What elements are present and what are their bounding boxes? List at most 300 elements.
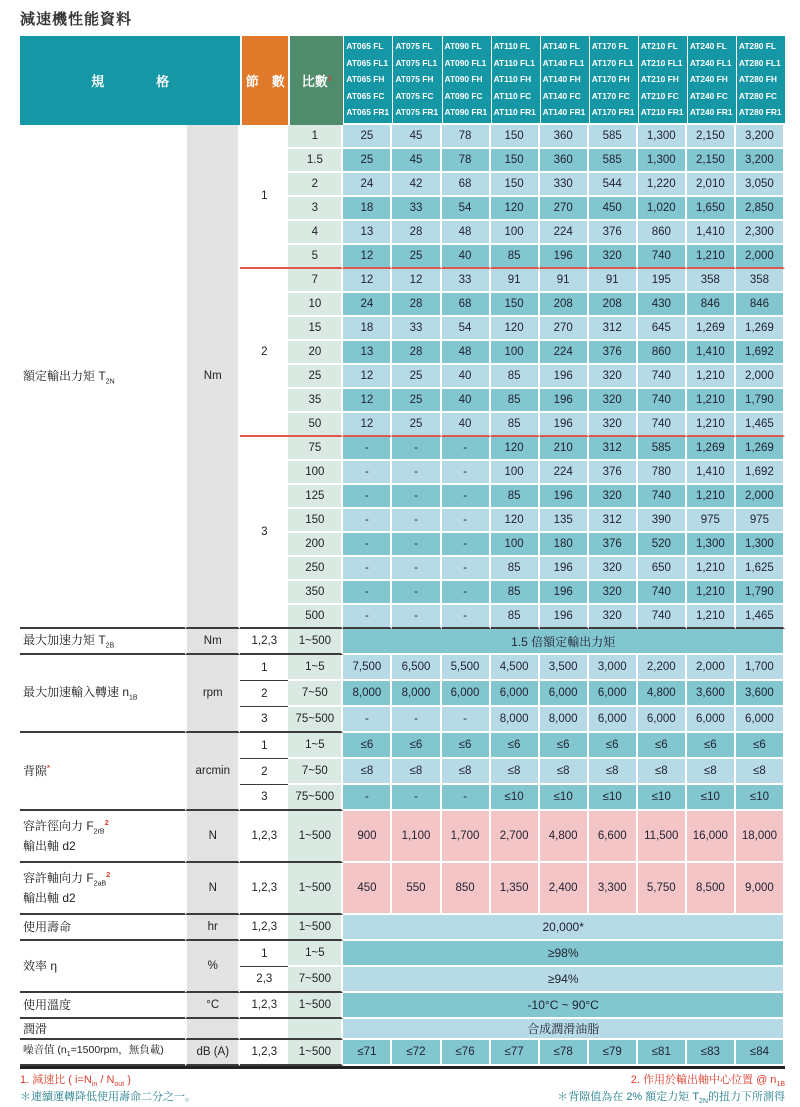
model-name: AT240 FH bbox=[689, 74, 728, 85]
performance-table bbox=[20, 36, 785, 1069]
model-name: AT170 FR1 bbox=[591, 107, 635, 118]
torque-value-cell: 360 bbox=[540, 149, 589, 173]
value-cell: ≤84 bbox=[736, 1040, 785, 1066]
ratio-cell: 7~50 bbox=[288, 759, 343, 785]
ratio-cell: 1~500 bbox=[288, 629, 343, 655]
spec-row bbox=[20, 941, 785, 967]
stage-cell: 3 bbox=[240, 707, 288, 733]
value-cell: 8,000 bbox=[343, 681, 392, 707]
value-cell: ≤6 bbox=[442, 733, 491, 759]
torque-value-cell: 740 bbox=[638, 389, 687, 413]
value-cell: 6,000 bbox=[589, 707, 638, 733]
value-cell: ≤77 bbox=[491, 1040, 540, 1066]
model-name: AT110 FR1 bbox=[493, 107, 536, 118]
torque-value-cell: - bbox=[442, 533, 491, 557]
ratio-cell: 10 bbox=[288, 293, 343, 317]
torque-value-cell: 78 bbox=[442, 149, 491, 173]
spec-label bbox=[20, 811, 185, 863]
value-cell: 6,500 bbox=[392, 655, 441, 681]
torque-value-cell: - bbox=[392, 437, 441, 461]
ratio-cell: 7~500 bbox=[288, 967, 343, 993]
value-cell: 16,000 bbox=[687, 811, 736, 863]
torque-value-cell: 1,650 bbox=[687, 197, 736, 221]
value-cell: ≤79 bbox=[589, 1040, 638, 1066]
torque-value-cell: - bbox=[392, 485, 441, 509]
model-column-header bbox=[343, 36, 392, 125]
torque-value-cell: 28 bbox=[392, 341, 441, 365]
model-column-header bbox=[392, 36, 441, 125]
torque-value-cell: 860 bbox=[638, 341, 687, 365]
value-cell: ≤8 bbox=[736, 759, 785, 785]
torque-value-cell: 120 bbox=[491, 317, 540, 341]
stage-cell: 2,3 bbox=[240, 967, 288, 993]
torque-value-cell: 100 bbox=[491, 533, 540, 557]
torque-value-cell: 78 bbox=[442, 125, 491, 149]
torque-value-cell: - bbox=[392, 557, 441, 581]
value-cell: 3,000 bbox=[589, 655, 638, 681]
stage-cell: 1 bbox=[240, 941, 288, 967]
spec-label bbox=[20, 863, 185, 915]
ratio-cell bbox=[288, 1019, 343, 1040]
spec-row bbox=[20, 915, 785, 941]
spec-label-line bbox=[23, 683, 185, 704]
torque-value-cell: 91 bbox=[540, 269, 589, 293]
ratio-cell: 15 bbox=[288, 317, 343, 341]
value-cell: 3,500 bbox=[540, 655, 589, 681]
model-column-header bbox=[736, 36, 785, 125]
torque-value-cell: 224 bbox=[540, 221, 589, 245]
value-cell: 6,000 bbox=[589, 681, 638, 707]
value-cell: ≤8 bbox=[442, 759, 491, 785]
torque-value-cell: 2,150 bbox=[687, 125, 736, 149]
model-name: AT240 FL bbox=[689, 41, 727, 52]
unit-cell: % bbox=[185, 941, 240, 993]
torque-value-cell: 18 bbox=[343, 317, 392, 341]
value-cell: ≤71 bbox=[343, 1040, 392, 1066]
model-name: AT110 FH bbox=[493, 74, 532, 85]
value-cell: 1,700 bbox=[736, 655, 785, 681]
value-cell: ≤6 bbox=[392, 733, 441, 759]
value-cell: ≤8 bbox=[638, 759, 687, 785]
value-cell: ≤6 bbox=[687, 733, 736, 759]
stage-cell: 1,2,3 bbox=[240, 993, 288, 1019]
spec-label-line bbox=[23, 869, 185, 890]
value-cell: 8,000 bbox=[540, 707, 589, 733]
model-name: AT280 FH bbox=[738, 74, 777, 85]
torque-value-cell: 40 bbox=[442, 413, 491, 437]
torque-value-cell: 1,220 bbox=[638, 173, 687, 197]
text: 最大加速輸入轉速 n bbox=[23, 684, 130, 699]
value-cell: 6,000 bbox=[442, 681, 491, 707]
value-cell: 3,600 bbox=[736, 681, 785, 707]
subscript: 2N bbox=[699, 1098, 708, 1106]
torque-value-cell: 320 bbox=[589, 581, 638, 605]
value-cell: - bbox=[392, 707, 441, 733]
torque-value-cell: 196 bbox=[540, 413, 589, 437]
torque-value-cell: 450 bbox=[589, 197, 638, 221]
merged-value-cell: 合成潤滑油脂 bbox=[343, 1019, 785, 1040]
torque-value-cell: 12 bbox=[343, 269, 392, 293]
torque-value-cell: 150 bbox=[491, 293, 540, 317]
unit-cell: rpm bbox=[185, 655, 240, 733]
ratio-cell: 1 bbox=[288, 125, 343, 149]
torque-value-cell: 13 bbox=[343, 341, 392, 365]
model-name: AT240 FC bbox=[689, 90, 728, 101]
torque-value-cell: - bbox=[442, 461, 491, 485]
value-cell: - bbox=[442, 785, 491, 811]
torque-value-cell: - bbox=[392, 509, 441, 533]
torque-value-cell: 1,465 bbox=[736, 413, 785, 437]
value-cell: 3,600 bbox=[687, 681, 736, 707]
torque-value-cell: 1,210 bbox=[687, 605, 736, 629]
model-name: AT110 FC bbox=[493, 90, 532, 101]
torque-value-cell: 1,300 bbox=[736, 533, 785, 557]
ratio-cell: 4 bbox=[288, 221, 343, 245]
text: 容許徑向力 F bbox=[23, 818, 94, 833]
ratio-column-header bbox=[288, 36, 343, 125]
value-cell: ≤8 bbox=[392, 759, 441, 785]
text: 的扭力下所測得 bbox=[708, 1090, 785, 1103]
torque-value-cell: 12 bbox=[343, 245, 392, 269]
torque-value-cell: 780 bbox=[638, 461, 687, 485]
value-cell: 6,000 bbox=[736, 707, 785, 733]
torque-value-cell: 208 bbox=[589, 293, 638, 317]
torque-value-cell: 28 bbox=[392, 221, 441, 245]
model-column-header bbox=[442, 36, 491, 125]
model-column-header bbox=[491, 36, 540, 125]
spec-label bbox=[20, 655, 185, 733]
torque-value-cell: 196 bbox=[540, 557, 589, 581]
torque-value-cell: 1,410 bbox=[687, 221, 736, 245]
value-cell: ≤10 bbox=[540, 785, 589, 811]
torque-value-cell: - bbox=[442, 509, 491, 533]
torque-value-cell: 45 bbox=[392, 125, 441, 149]
model-name: AT170 FL1 bbox=[591, 57, 634, 68]
merged-value-cell: 20,000* bbox=[343, 915, 785, 941]
value-cell: 6,000 bbox=[687, 707, 736, 733]
torque-value-cell: 1,020 bbox=[638, 197, 687, 221]
value-cell: ≤6 bbox=[736, 733, 785, 759]
text: 2. 作用於輸出軸中心位置 @ n bbox=[630, 1074, 777, 1086]
torque-value-cell: 3,200 bbox=[736, 149, 785, 173]
merged-value-cell: ≥98% bbox=[343, 941, 785, 967]
subscript: 1B bbox=[129, 693, 138, 701]
ratio-cell: 1~500 bbox=[288, 811, 343, 863]
unit-cell: hr bbox=[185, 915, 240, 941]
footnote-output-shaft-center bbox=[631, 1073, 785, 1090]
torque-value-cell: 846 bbox=[736, 293, 785, 317]
spec-label bbox=[20, 993, 185, 1019]
torque-value-cell: 270 bbox=[540, 197, 589, 221]
footnote-backlash-measurement bbox=[557, 1090, 785, 1107]
spec-row bbox=[20, 1040, 785, 1066]
torque-value-cell: 740 bbox=[638, 365, 687, 389]
torque-value-cell: 120 bbox=[491, 509, 540, 533]
torque-value-cell: 320 bbox=[589, 485, 638, 509]
value-cell: - bbox=[343, 785, 392, 811]
torque-value-cell: - bbox=[343, 557, 392, 581]
ratio-cell: 7~50 bbox=[288, 681, 343, 707]
model-name: AT210 FL bbox=[640, 41, 678, 52]
torque-value-cell: 1,210 bbox=[687, 389, 736, 413]
torque-value-cell: 3,200 bbox=[736, 125, 785, 149]
spec-row bbox=[20, 811, 785, 863]
subscript: 1 bbox=[66, 1051, 71, 1059]
value-cell: 550 bbox=[392, 863, 441, 915]
torque-value-cell: 196 bbox=[540, 245, 589, 269]
torque-value-cell: 2,850 bbox=[736, 197, 785, 221]
spec-row bbox=[20, 1019, 785, 1040]
torque-value-cell: 430 bbox=[638, 293, 687, 317]
torque-value-cell: 520 bbox=[638, 533, 687, 557]
torque-value-cell: 12 bbox=[343, 389, 392, 413]
torque-value-cell: 320 bbox=[589, 557, 638, 581]
spec-row bbox=[20, 993, 785, 1019]
spec-column-header bbox=[20, 36, 240, 125]
torque-value-cell: - bbox=[343, 533, 392, 557]
value-cell: 18,000 bbox=[736, 811, 785, 863]
value-cell: ≤10 bbox=[736, 785, 785, 811]
torque-value-cell: 270 bbox=[540, 317, 589, 341]
torque-value-cell: - bbox=[442, 485, 491, 509]
ratio-cell: 500 bbox=[288, 605, 343, 629]
value-cell: 8,500 bbox=[687, 863, 736, 915]
torque-value-cell: 585 bbox=[589, 125, 638, 149]
spec-label bbox=[20, 733, 185, 811]
torque-value-cell: 24 bbox=[343, 293, 392, 317]
value-cell: ≤81 bbox=[638, 1040, 687, 1066]
ratio-cell: 5 bbox=[288, 245, 343, 269]
text: ＊背隙值為在 2% 額定力矩 T bbox=[557, 1090, 700, 1103]
torque-value-cell: 358 bbox=[736, 269, 785, 293]
model-name: AT210 FC bbox=[640, 90, 679, 101]
value-cell: ≤78 bbox=[540, 1040, 589, 1066]
spec-label-line bbox=[23, 1043, 185, 1061]
value-cell: 1,350 bbox=[491, 863, 540, 915]
model-name: AT140 FR1 bbox=[542, 107, 586, 118]
ratio-cell: 1~500 bbox=[288, 915, 343, 941]
spec-row bbox=[20, 733, 785, 759]
spec-label bbox=[20, 629, 185, 655]
spec-label bbox=[20, 915, 185, 941]
ratio-cell: 250 bbox=[288, 557, 343, 581]
torque-value-cell: 1,790 bbox=[736, 581, 785, 605]
torque-value-cell: 54 bbox=[442, 197, 491, 221]
ratio-cell: 50 bbox=[288, 413, 343, 437]
model-name: AT140 FC bbox=[542, 90, 581, 101]
torque-value-cell: 320 bbox=[589, 605, 638, 629]
merged-value-cell: ≥94% bbox=[343, 967, 785, 993]
value-cell: 2,000 bbox=[687, 655, 736, 681]
ratio-cell: 150 bbox=[288, 509, 343, 533]
torque-value-cell: 1,692 bbox=[736, 461, 785, 485]
model-name: AT075 FL bbox=[395, 41, 433, 52]
stage-cell: 3 bbox=[240, 437, 288, 629]
torque-value-cell: 18 bbox=[343, 197, 392, 221]
ratio-cell: 25 bbox=[288, 365, 343, 389]
value-cell: 6,000 bbox=[491, 681, 540, 707]
ratio-cell: 3 bbox=[288, 197, 343, 221]
ratio-cell: 1~500 bbox=[288, 863, 343, 915]
spec-header-label: 規 格 bbox=[91, 74, 170, 89]
value-cell: ≤10 bbox=[491, 785, 540, 811]
model-name: AT065 FC bbox=[346, 90, 385, 101]
text: 1. 減速比 ( i=N bbox=[20, 1074, 92, 1086]
merged-value-cell: -10°C ~ 90°C bbox=[343, 993, 785, 1019]
ratio-cell: 1~5 bbox=[288, 733, 343, 759]
torque-value-cell: 85 bbox=[491, 557, 540, 581]
torque-value-cell: 208 bbox=[540, 293, 589, 317]
footnote-continuous-operation bbox=[20, 1090, 196, 1107]
value-cell: ≤83 bbox=[687, 1040, 736, 1066]
torque-value-cell: 13 bbox=[343, 221, 392, 245]
value-cell: 11,500 bbox=[638, 811, 687, 863]
torque-value-cell: 196 bbox=[540, 581, 589, 605]
spec-row bbox=[20, 655, 785, 681]
stage-cell: 2 bbox=[240, 681, 288, 707]
ratio-cell: 35 bbox=[288, 389, 343, 413]
torque-value-cell: 196 bbox=[540, 365, 589, 389]
stage-cell: 1,2,3 bbox=[240, 629, 288, 655]
value-cell: 2,200 bbox=[638, 655, 687, 681]
torque-value-cell: 585 bbox=[638, 437, 687, 461]
torque-value-cell: 180 bbox=[540, 533, 589, 557]
model-name: AT065 FL bbox=[346, 41, 384, 52]
model-name: AT240 FR1 bbox=[689, 107, 733, 118]
torque-value-cell: - bbox=[392, 581, 441, 605]
torque-value-cell: 25 bbox=[343, 125, 392, 149]
value-cell: 850 bbox=[442, 863, 491, 915]
stages-header-label: 節 數 bbox=[245, 74, 285, 89]
text: 最大加速力矩 T bbox=[23, 632, 106, 647]
torque-value-cell: 330 bbox=[540, 173, 589, 197]
ratio-cell: 75 bbox=[288, 437, 343, 461]
value-cell: ≤6 bbox=[638, 733, 687, 759]
stage-cell: 1,2,3 bbox=[240, 915, 288, 941]
rated-torque-section bbox=[20, 125, 785, 629]
value-cell: ≤6 bbox=[491, 733, 540, 759]
model-name: AT210 FR1 bbox=[640, 107, 684, 118]
torque-value-cell: - bbox=[343, 461, 392, 485]
torque-value-cell: 376 bbox=[589, 341, 638, 365]
torque-value-cell: - bbox=[343, 485, 392, 509]
torque-value-cell: 1,210 bbox=[687, 413, 736, 437]
torque-value-cell: 1,210 bbox=[687, 557, 736, 581]
value-cell: 6,600 bbox=[589, 811, 638, 863]
torque-value-cell: - bbox=[343, 605, 392, 629]
stage-cell: 2 bbox=[240, 759, 288, 785]
torque-value-cell: 40 bbox=[442, 389, 491, 413]
stage-cell bbox=[240, 1019, 288, 1040]
spec-label-line bbox=[23, 918, 185, 936]
torque-value-cell: 85 bbox=[491, 245, 540, 269]
torque-value-cell: 28 bbox=[392, 293, 441, 317]
value-cell: - bbox=[442, 707, 491, 733]
spec-label-line bbox=[23, 996, 185, 1014]
value-cell: 7,500 bbox=[343, 655, 392, 681]
ratio-cell: 1~500 bbox=[288, 993, 343, 1019]
torque-value-cell: 358 bbox=[687, 269, 736, 293]
torque-value-cell: 40 bbox=[442, 245, 491, 269]
model-name: AT065 FH bbox=[346, 74, 385, 85]
stage-cell: 2 bbox=[240, 269, 288, 437]
torque-value-cell: 85 bbox=[491, 581, 540, 605]
value-cell: ≤6 bbox=[540, 733, 589, 759]
spec-label-rated-output-torque bbox=[20, 125, 185, 629]
torque-value-cell: 224 bbox=[540, 341, 589, 365]
torque-value-cell: 975 bbox=[687, 509, 736, 533]
torque-value-cell: 740 bbox=[638, 605, 687, 629]
torque-value-cell: 645 bbox=[638, 317, 687, 341]
model-column-header bbox=[687, 36, 736, 125]
torque-value-cell: 376 bbox=[589, 533, 638, 557]
footnote-marker: 2 bbox=[104, 817, 109, 827]
torque-value-cell: 12 bbox=[343, 365, 392, 389]
torque-value-cell: 25 bbox=[392, 413, 441, 437]
value-cell: 2,400 bbox=[540, 863, 589, 915]
model-name: AT210 FH bbox=[640, 74, 679, 85]
value-cell: 1,700 bbox=[442, 811, 491, 863]
torque-value-cell: 195 bbox=[638, 269, 687, 293]
header-row bbox=[20, 36, 785, 125]
model-name: AT110 FL bbox=[493, 41, 531, 52]
torque-value-cell: 48 bbox=[442, 341, 491, 365]
torque-value-cell: 33 bbox=[442, 269, 491, 293]
torque-value-cell: 376 bbox=[589, 221, 638, 245]
stage-cell: 1,2,3 bbox=[240, 1040, 288, 1066]
value-cell: 4,500 bbox=[491, 655, 540, 681]
ratio-cell: 20 bbox=[288, 341, 343, 365]
torque-value-cell: 120 bbox=[491, 197, 540, 221]
torque-value-cell: 68 bbox=[442, 293, 491, 317]
text: 背隙 bbox=[23, 764, 48, 778]
torque-value-cell: 85 bbox=[491, 413, 540, 437]
value-cell: 450 bbox=[343, 863, 392, 915]
ratio-cell: 1.5 bbox=[288, 149, 343, 173]
stages-column-header bbox=[240, 36, 288, 125]
spec-label-line bbox=[23, 1020, 185, 1038]
torque-value-cell: 1,269 bbox=[687, 437, 736, 461]
torque-value-cell: 1,269 bbox=[736, 317, 785, 341]
torque-value-cell: 360 bbox=[540, 125, 589, 149]
model-name: AT140 FL bbox=[542, 41, 580, 52]
torque-value-cell: 54 bbox=[442, 317, 491, 341]
ratio-cell: 75~500 bbox=[288, 785, 343, 811]
torque-value-cell: 860 bbox=[638, 221, 687, 245]
torque-value-cell: 150 bbox=[491, 125, 540, 149]
model-name: AT090 FR1 bbox=[444, 107, 488, 118]
text: ＊連續運轉降低使用壽命二分之一。 bbox=[20, 1090, 196, 1103]
value-cell: ≤8 bbox=[687, 759, 736, 785]
torque-value-cell: 1,300 bbox=[638, 125, 687, 149]
value-cell: 6,000 bbox=[638, 707, 687, 733]
model-column-header bbox=[638, 36, 687, 125]
torque-value-cell: 650 bbox=[638, 557, 687, 581]
torque-value-cell: 12 bbox=[392, 269, 441, 293]
unit-cell: Nm bbox=[185, 629, 240, 655]
torque-value-cell: - bbox=[343, 581, 392, 605]
value-cell: ≤8 bbox=[343, 759, 392, 785]
torque-value-cell: 196 bbox=[540, 605, 589, 629]
value-cell: 5,500 bbox=[442, 655, 491, 681]
value-cell: 6,000 bbox=[540, 681, 589, 707]
torque-value-cell: - bbox=[392, 461, 441, 485]
value-cell: - bbox=[392, 785, 441, 811]
torque-value-cell: 320 bbox=[589, 413, 638, 437]
torque-value-cell: 320 bbox=[589, 389, 638, 413]
torque-value-cell: 1,210 bbox=[687, 581, 736, 605]
torque-value-cell: 100 bbox=[491, 341, 540, 365]
